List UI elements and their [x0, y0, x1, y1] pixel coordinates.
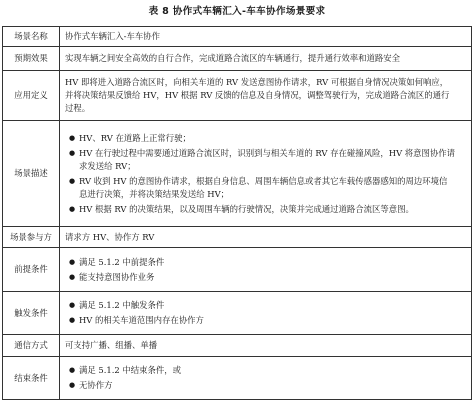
bullet-icon: ●	[68, 204, 76, 213]
row-content-communication-mode	[60, 335, 472, 357]
text-line: HV 根据 RV 的决策结果，以及周围车辆的行驶情况，决策并完成通过道路合流区等意图。	[79, 203, 414, 214]
table-row	[3, 292, 472, 335]
bullet-item	[65, 379, 466, 392]
text-line: 过程。	[65, 103, 91, 113]
row-label-trigger-conditions: 触发条件	[3, 292, 60, 335]
bullet-icon: ●	[68, 301, 76, 309]
text-line: 无协作方	[79, 380, 113, 390]
table-row	[3, 71, 472, 121]
table-caption: 表 8 协作式车辆汇入-车车协作场景要求	[148, 6, 326, 17]
text-line: HV 即将进入道路合流区时，向相关车道的 RV 发送意图协作请求，RV 可根据自身情况决策如何响应，	[65, 77, 449, 87]
bullet-icon: ●	[68, 148, 76, 157]
text-line: HV、RV 在道路上正常行驶；	[79, 132, 191, 143]
bullet-icon: ●	[68, 133, 76, 142]
table-row	[3, 47, 472, 71]
bullet-icon: ●	[68, 366, 76, 374]
text-line: 求发送给 RV；	[79, 160, 136, 171]
bullet-item	[65, 299, 466, 312]
row-content-scenario-description	[60, 121, 472, 227]
row-label-participants: 场景参与方	[3, 227, 60, 248]
text-line: 并将决策结果反馈给 HV，HV 根据 RV 反馈的信息及自身情况，调整驾驶行为，完成道路合流区的通行	[65, 90, 450, 100]
table-row	[3, 248, 472, 292]
text-line: RV 收到 HV 的意图协作请求，根据自身信息、周围车辆信息或者其它车载传感器感知的周边环境信	[79, 175, 448, 186]
text-line: 能支持意图协作业务	[79, 271, 155, 282]
bullet-icon: ●	[68, 257, 76, 266]
text-line: 满足 5.1.2 中前提条件	[79, 256, 165, 267]
bullet-icon: ●	[68, 381, 76, 389]
text-line: 可支持广播、组播、单播	[65, 340, 158, 350]
table-row	[3, 121, 472, 227]
text-line: HV 在行驶过程中需要通过道路合流区时，识别到与相关车道的 RV 存在碰撞风险，HV 将意图协作请	[79, 147, 456, 158]
row-content-scenario-name	[60, 27, 472, 47]
row-label-scenario-name: 场景名称	[3, 27, 60, 47]
text-line: 实现车辆之间安全高效的自行合作，完成道路合流区的车辆通行，提升通行效率和道路安全	[65, 53, 400, 63]
bullet-item	[65, 271, 466, 284]
bullet-item	[65, 256, 466, 269]
row-content-expected-effect	[60, 47, 472, 71]
row-content-end-conditions	[60, 357, 472, 400]
table-row	[3, 357, 472, 400]
text-line: 息进行决策，并将决策结果发送给 HV；	[79, 188, 230, 199]
bullet-item	[65, 132, 466, 145]
row-content-participants	[60, 227, 472, 248]
bullet-item	[65, 203, 466, 216]
bullet-item	[65, 364, 466, 377]
bullet-item	[65, 147, 466, 173]
bullet-icon: ●	[68, 272, 76, 281]
text-line: 满足 5.1.2 中结束条件，或	[79, 365, 182, 375]
text-line: 协作式车辆汇入-车车协作	[65, 31, 160, 41]
bullet-icon: ●	[68, 316, 76, 324]
table-row	[3, 227, 472, 248]
text-line: 满足 5.1.2 中触发条件	[79, 300, 165, 310]
row-label-end-conditions: 结束条件	[3, 357, 60, 400]
table-row	[3, 335, 472, 357]
bullet-item	[65, 175, 466, 201]
bullet-item	[65, 314, 466, 327]
row-content-trigger-conditions	[60, 292, 472, 335]
table-row	[3, 27, 472, 47]
text-line: HV 的相关车道范围内存在协作方	[79, 315, 204, 325]
row-label-preconditions: 前提条件	[3, 248, 60, 292]
row-label-communication-mode: 通信方式	[3, 335, 60, 357]
bullet-icon: ●	[68, 176, 76, 185]
scenario-requirements-table	[2, 26, 472, 400]
row-label-scenario-description: 场景描述	[3, 121, 60, 227]
row-label-expected-effect: 预期效果	[3, 47, 60, 71]
text-line: 请求方 HV、协作方 RV	[65, 231, 155, 242]
row-content-preconditions	[60, 248, 472, 292]
row-label-application-definition: 应用定义	[3, 71, 60, 121]
row-content-application-definition	[60, 71, 472, 121]
